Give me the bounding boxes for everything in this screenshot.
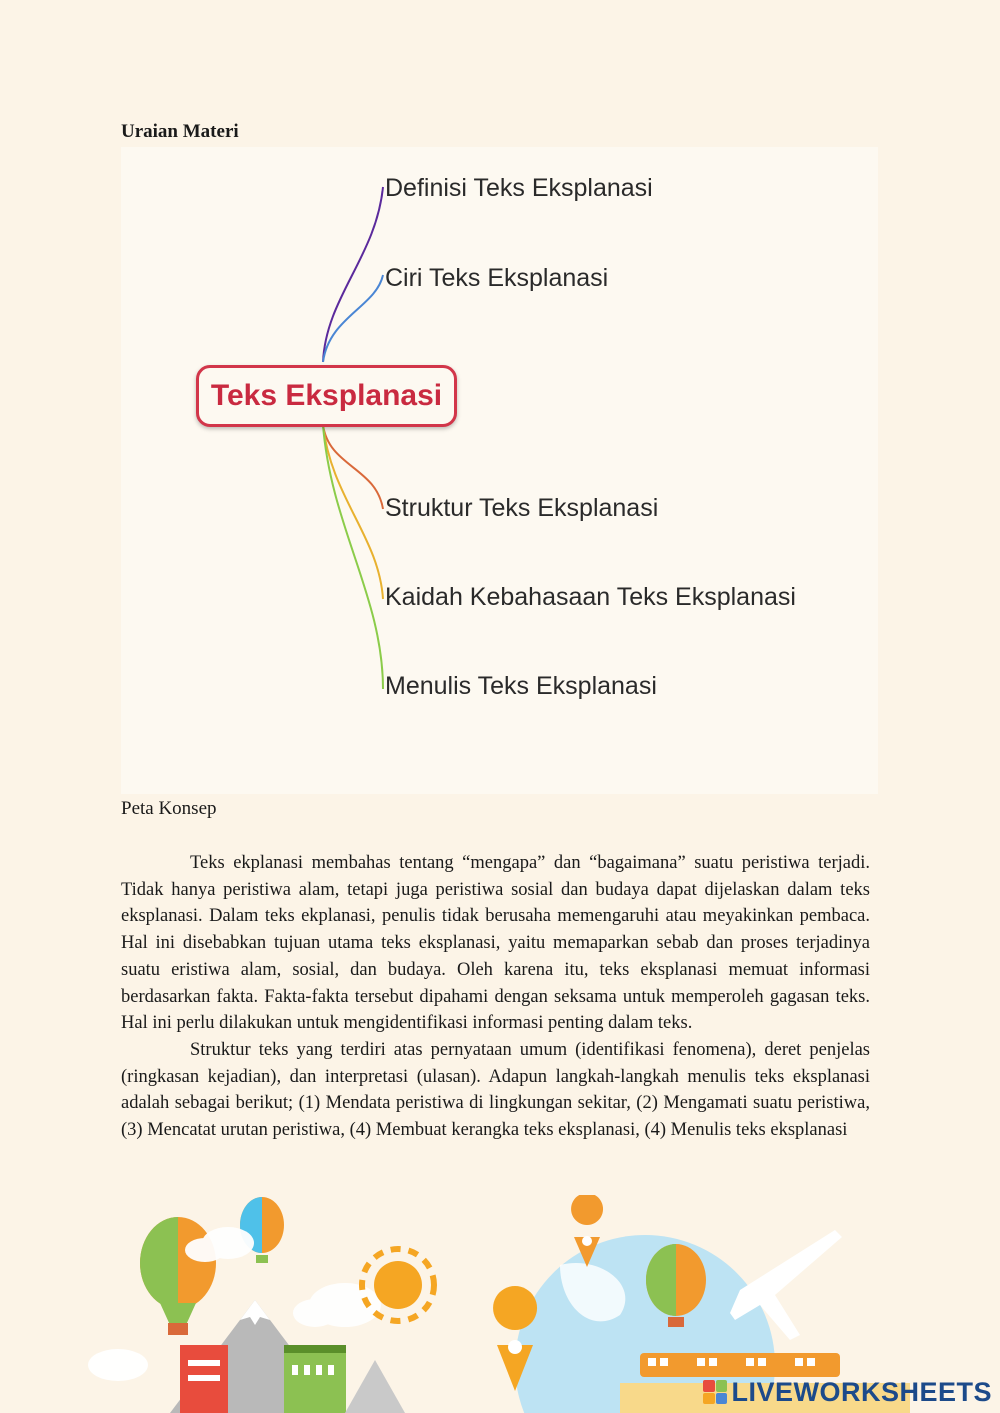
branch-struktur: Struktur Teks Eksplanasi bbox=[385, 494, 659, 522]
liveworksheets-logo-icon bbox=[703, 1380, 727, 1404]
central-node: Teks Eksplanasi bbox=[196, 365, 457, 427]
brand-name: LIVEWORKSHEETS bbox=[731, 1376, 992, 1407]
paragraph: Teks ekplanasi membahas tentang “mengapa” dan “bagaimana” suatu peristiwa terjadi. Tidak hanya peristiwa alam, tetapi juga peristiwa sosial dan budaya dapat dijelaskan dalam teks eksplanasi. Dalam teks ekplanasi, penulis tidak berusaha memengaruhi atau meyakinkan pembaca. Hal ini disebabkan tujuan utama teks eksplanasi, yaitu memaparkan sebab dan proses terjadinya suatu eristiwa alam, sosial, dan budaya. Oleh karena itu, teks eksplanasi memuat informasi berdasarkan fakta. Fakta-fakta tersebut dipahami dengan seksama untuk memperoleh gagasan teks. Hal ini perlu dilakukan untuk mengidentifikasi informasi penting dalam teks. bbox=[121, 853, 870, 1034]
paragraph: Struktur teks yang terdiri atas pernyataan umum (identifikasi fenomena), deret penjelas (ringkasan kejadian), dan interpretasi (ulasan). Adapun langkah-langkah menulis teks eksplanasi adalah sebagai berikut; (1) Mendata peristiwa di lingkungan sekitar, (2) Mengamati suatu peristiwa, (3) Mencatat urutan peristiwa, (4) Membuat kerangka teks eksplanasi, (4) Menulis teks eksplanasi bbox=[121, 1039, 870, 1141]
liveworksheets-brand[interactable] bbox=[703, 1375, 992, 1409]
body-text bbox=[121, 850, 870, 1144]
balloon-large-icon bbox=[140, 1217, 216, 1335]
branch-definisi: Definisi Teks Eksplanasi bbox=[385, 174, 653, 202]
branch-ciri: Ciri Teks Eksplanasi bbox=[385, 264, 609, 292]
figure-caption: Peta Konsep bbox=[121, 798, 217, 819]
building-icon bbox=[180, 1345, 405, 1413]
connector-kaidah bbox=[323, 425, 383, 599]
branch-menulis: Menulis Teks Eksplanasi bbox=[385, 672, 657, 700]
concept-map bbox=[121, 147, 878, 794]
branch-kaidah: Kaidah Kebahasaan Teks Eksplanasi bbox=[385, 583, 796, 611]
section-title: Uraian Materi bbox=[121, 121, 239, 142]
